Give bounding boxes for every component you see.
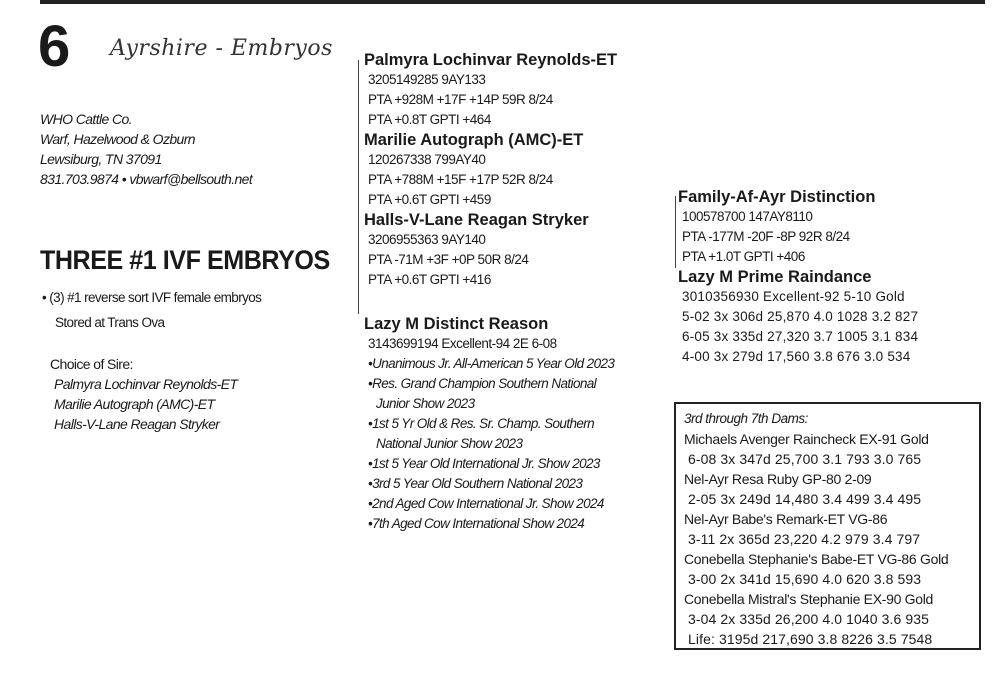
- sire-pta: PTA +928M +17F +14P 59R 8/24: [368, 92, 553, 107]
- granddam-name: Lazy M Prime Raindance: [678, 268, 872, 286]
- dam-id: 3143699194 Excellent-94 2E 6-08: [368, 336, 557, 351]
- sire-pta: PTA +0.8T GPTI +464: [368, 112, 491, 127]
- sire-option: Palmyra Lochinvar Reynolds-ET: [54, 376, 238, 392]
- sire-name: Halls-V-Lane Reagan Stryker: [364, 211, 589, 229]
- granddam-id: 3010356930 Excellent-92 5-10 Gold: [682, 289, 905, 304]
- consignor-name: WHO Cattle Co.: [40, 111, 132, 127]
- sire-pta: PTA +0.6T GPTI +459: [368, 192, 491, 207]
- offering-headline: THREE #1 IVF EMBRYOS: [40, 245, 330, 275]
- sire-entry: [364, 50, 617, 130]
- dam-award: •1st 5 Yr Old & Res. Sr. Champ. Southern: [368, 416, 595, 431]
- earlier-dam-record: 3-00 2x 341d 15,690 4.0 620 3.8 593: [688, 571, 922, 587]
- consignor-info: [40, 109, 252, 189]
- dam-award: •Unanimous Jr. All-American 5 Year Old 2023: [368, 356, 615, 371]
- offering-desc-line: • (3) #1 reverse sort IVF female embryos: [42, 290, 262, 305]
- pedigree-bracket-line: [358, 60, 359, 314]
- consignor-contact: 831.703.9874 • vbwarf@bellsouth.net: [40, 171, 253, 187]
- sire-entry: [364, 130, 617, 210]
- granddam-record: 4-00 3x 279d 17,560 3.8 676 3.0 534: [682, 349, 911, 364]
- maternal-grandsire-id: 100578700 147AY8110: [682, 209, 813, 224]
- pedigree-bracket-line: [675, 196, 676, 268]
- earlier-dam-name: Michaels Avenger Raincheck EX-91 Gold: [684, 431, 929, 447]
- dam-award: •1st 5 Year Old International Jr. Show 2023: [368, 456, 600, 471]
- sire-option: Halls-V-Lane Reagan Stryker: [54, 416, 220, 432]
- sire-pta: PTA +0.6T GPTI +416: [368, 272, 491, 287]
- earlier-dam-name: Nel-Ayr Babe's Remark-ET VG-86: [684, 511, 888, 527]
- sire-pta: PTA +788M +15F +17P 52R 8/24: [368, 172, 553, 187]
- offering-storage: Stored at Trans Ova: [55, 315, 165, 330]
- dam-award: •Res. Grand Champion Southern National: [368, 376, 597, 391]
- dam-award-continued: National Junior Show 2023: [376, 436, 523, 451]
- maternal-pedigree: [678, 187, 918, 367]
- sire-choice-label: Choice of Sire:: [50, 356, 133, 372]
- maternal-grandsire-pta: PTA +1.0T GPTI +406: [682, 249, 805, 264]
- top-rule: [40, 0, 985, 4]
- earlier-dam-record: 2-05 3x 249d 14,480 3.4 499 3.4 495: [688, 491, 922, 507]
- sire-pta: PTA -71M +3F +0P 50R 8/24: [368, 252, 529, 267]
- sire-pedigree: [364, 50, 617, 290]
- granddam-entry: [678, 267, 918, 367]
- sire-id: 3206955363 9AY140: [368, 232, 486, 247]
- earlier-dams-box: [674, 402, 981, 650]
- maternal-grandsire-entry: [678, 187, 918, 267]
- breed-heading: Ayrshire - Embryos: [110, 36, 333, 61]
- earlier-dam-name: Nel-Ayr Resa Ruby GP-80 2-09: [684, 471, 872, 487]
- dam-name: Lazy M Distinct Reason: [364, 315, 549, 333]
- sire-entry: [364, 210, 617, 290]
- consignor-address: Lewsiburg, TN 37091: [40, 151, 162, 167]
- earlier-dams-header: 3rd through 7th Dams:: [684, 411, 808, 426]
- sire-name: Marilie Autograph (AMC)-ET: [364, 131, 584, 149]
- dam-award: •3rd 5 Year Old Southern National 2023: [368, 476, 583, 491]
- granddam-record: 6-05 3x 335d 27,320 3.7 1005 3.1 834: [682, 329, 919, 344]
- maternal-grandsire-name: Family-Af-Ayr Distinction: [678, 188, 876, 206]
- earlier-dam-name: Conebella Mistral's Stephanie EX-90 Gold: [684, 591, 934, 607]
- granddam-record: 5-02 3x 306d 25,870 4.0 1028 3.2 827: [682, 309, 919, 324]
- earlier-dam-record: 6-08 3x 347d 25,700 3.1 793 3.0 765: [688, 451, 922, 467]
- earlier-dam-name: Conebella Stephanie's Babe-ET VG-86 Gold: [684, 551, 949, 567]
- lifetime-record: Life: 3195d 217,690 3.8 8226 3.5 7548: [688, 631, 933, 647]
- dam-award: •2nd Aged Cow International Jr. Show 2024: [368, 496, 604, 511]
- sire-id: 120267338 799AY40: [368, 152, 486, 167]
- sire-name: Palmyra Lochinvar Reynolds-ET: [364, 51, 618, 69]
- consignor-owners: Warf, Hazelwood & Ozburn: [40, 131, 195, 147]
- dam-entry: [364, 314, 614, 534]
- sire-id: 3205149285 9AY133: [368, 72, 486, 87]
- sire-option: Marilie Autograph (AMC)-ET: [54, 396, 215, 412]
- dam-award-continued: Junior Show 2023: [376, 396, 475, 411]
- maternal-grandsire-pta: PTA -177M -20F -8P 92R 8/24: [682, 229, 850, 244]
- lot-number: 6: [38, 14, 70, 79]
- earlier-dam-record: 3-04 2x 335d 26,200 4.0 1040 3.6 935: [688, 611, 930, 627]
- dam-award: •7th Aged Cow International Show 2024: [368, 516, 585, 531]
- offering-description: [42, 285, 261, 335]
- earlier-dam-record: 3-11 2x 365d 23,220 4.2 979 3.4 797: [688, 531, 921, 547]
- sire-choice: [50, 354, 237, 434]
